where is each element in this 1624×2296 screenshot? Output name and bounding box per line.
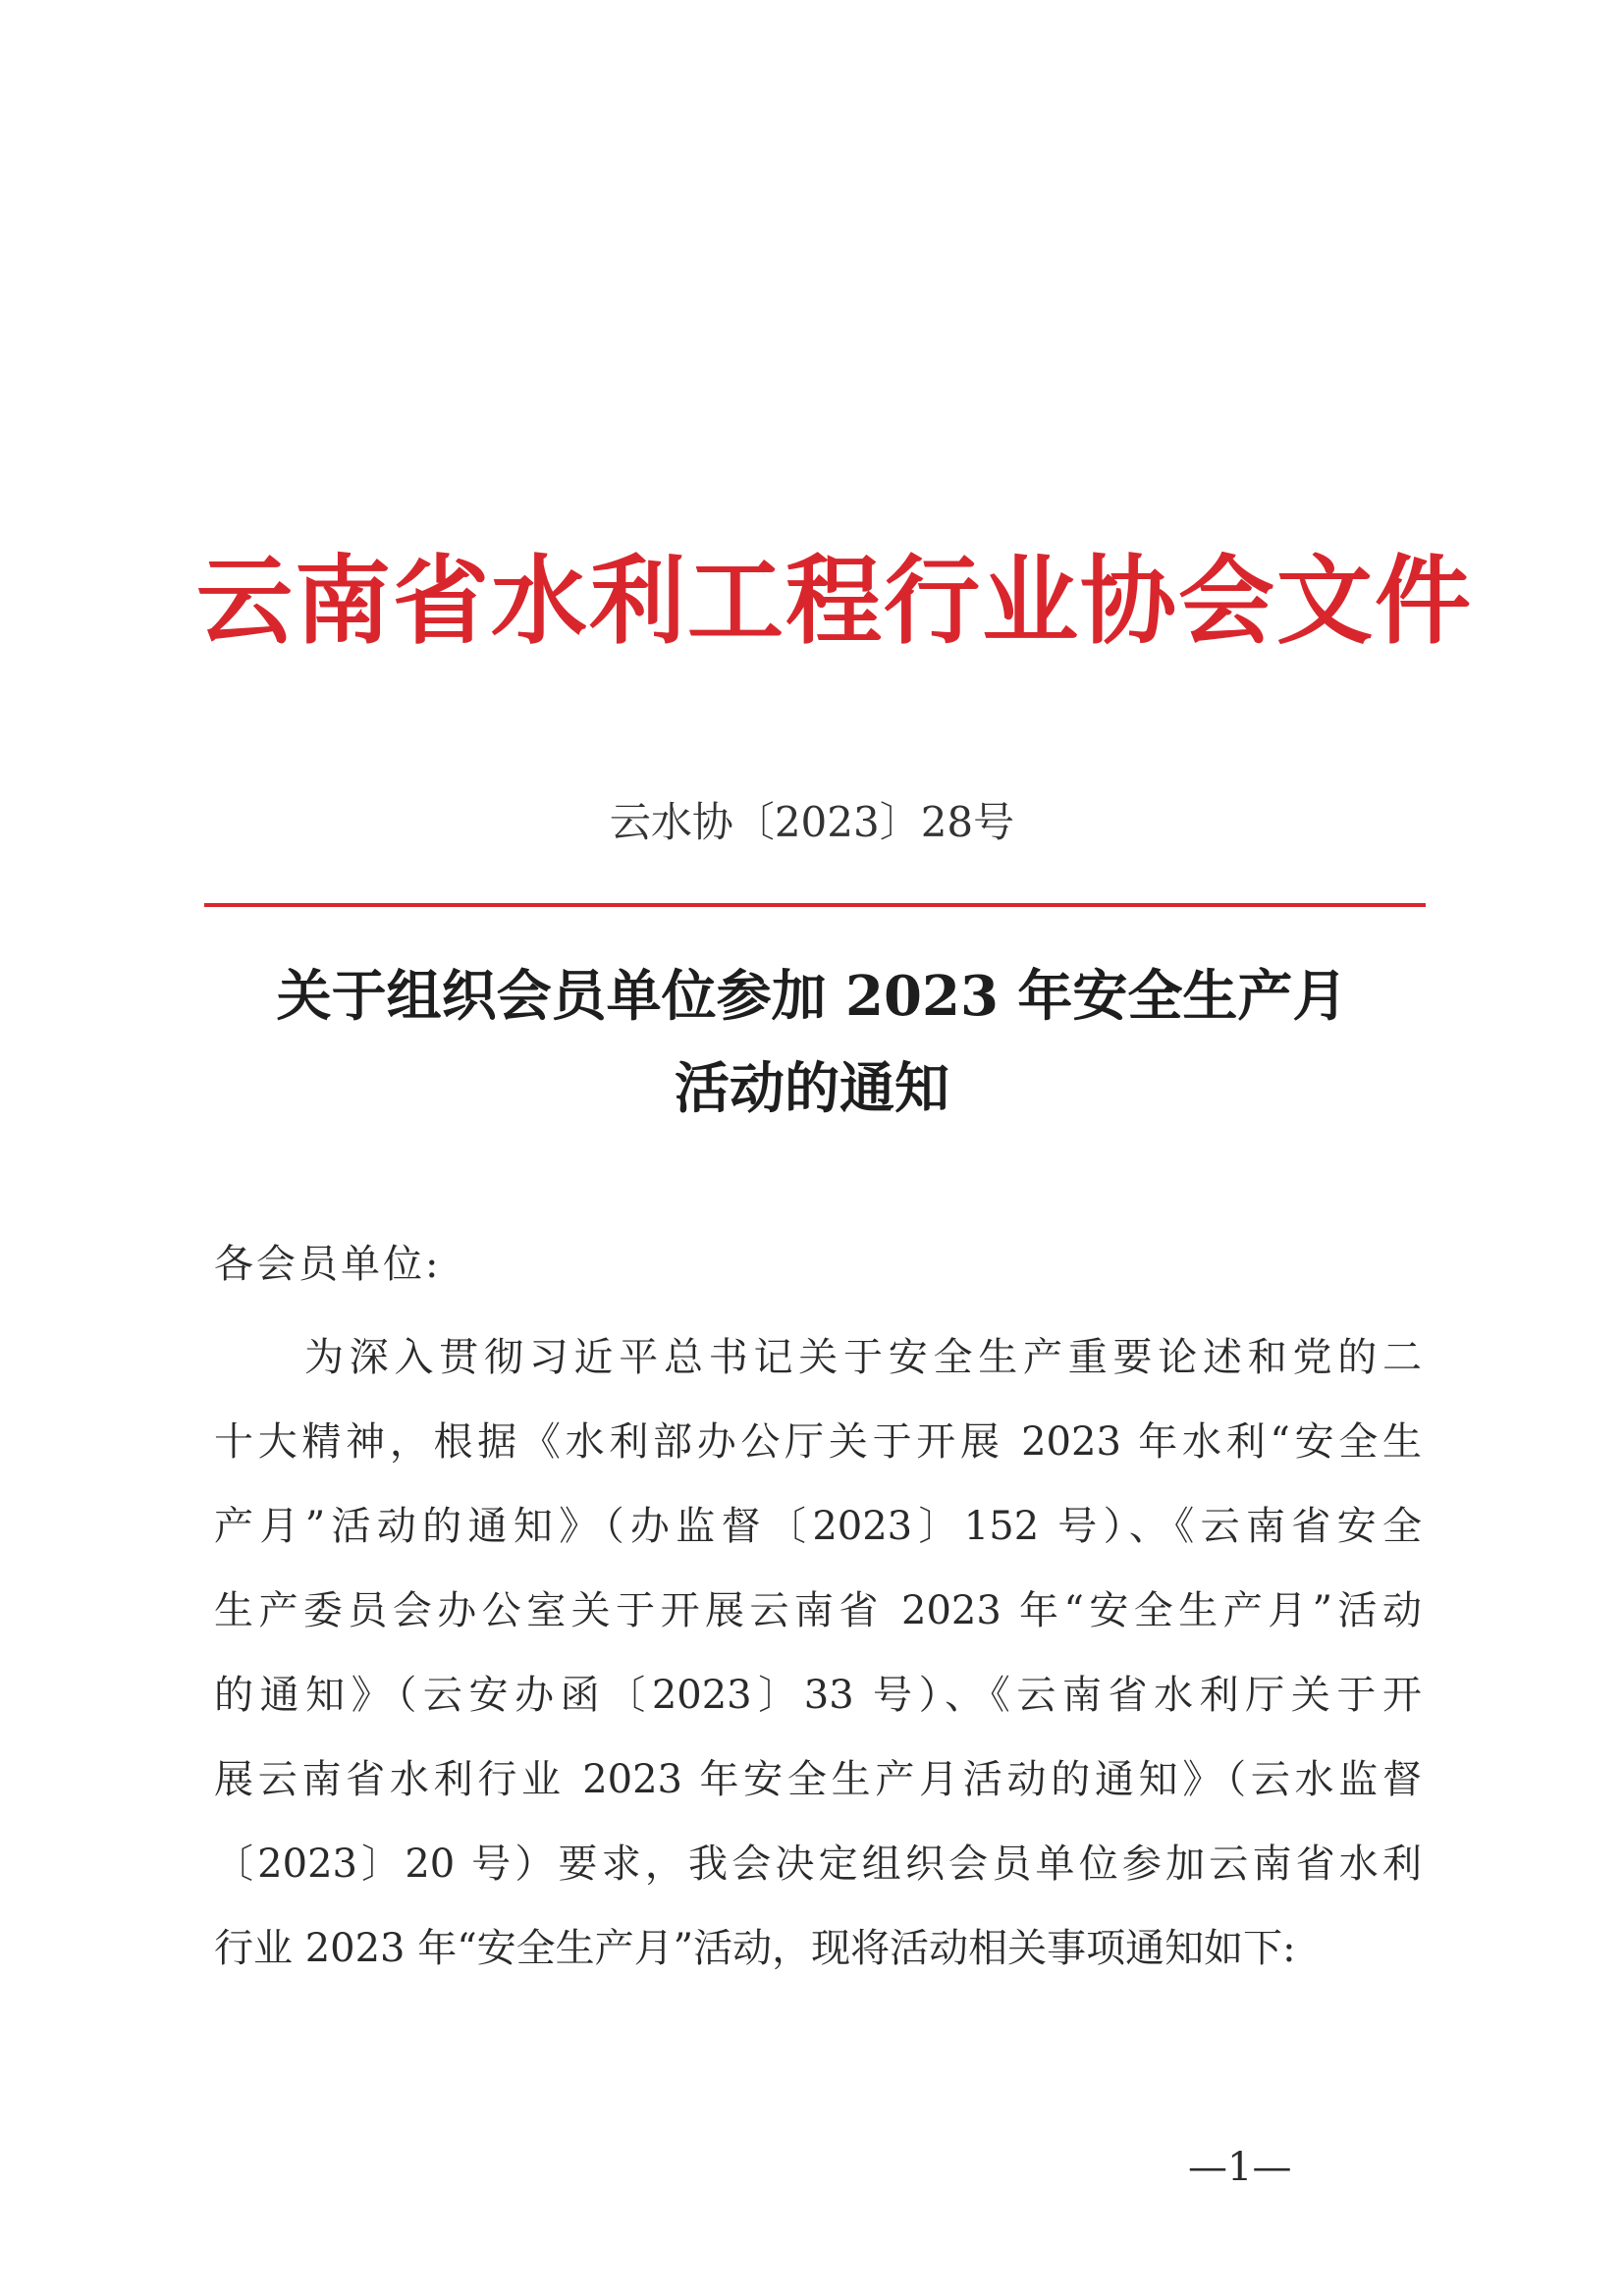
notice-title-line: 活动的通知 [675,1056,949,1121]
notice-body-paragraph [214,1315,1422,1991]
body-line: 〔2023〕20 号）要求，我会决定组织会员单位参加云南省水利 [214,1842,1422,1887]
body-line: 展云南省水利行业 2023 年安全生产月活动的通知》（云水监督 [214,1757,1422,1802]
salutation: 各会员单位: [214,1242,442,1287]
document-number: 云水协〔2023〕28号 [609,798,1015,846]
notice-title-line: 关于组织会员单位参加 2023 年安全生产月 [276,964,1348,1029]
body-line: 产月”活动的通知》（办监督〔2023〕152 号）、《云南省安全 [214,1504,1422,1549]
body-line: 的通知》（云安办函〔2023〕33 号）、《云南省水利厅关于开 [214,1673,1422,1718]
issuing-organization-header: 云南省水利工程行业协会文件 [196,545,1474,658]
red-separator-line [204,903,1426,907]
body-line: 行业 2023 年“安全生产月”活动，现将活动相关事项通知如下: [214,1926,1296,1971]
body-line: 十大精神，根据《水利部办公厅关于开展 2023 年水利“安全生 [214,1419,1422,1465]
page-number: —1— [1188,2145,1292,2190]
notice-title [196,950,1428,1135]
body-line: 为深入贯彻习近平总书记关于安全生产重要论述和党的二 [304,1335,1422,1380]
body-line: 生产委员会办公室关于开展云南省 2023 年“安全生产月”活动 [214,1588,1422,1633]
